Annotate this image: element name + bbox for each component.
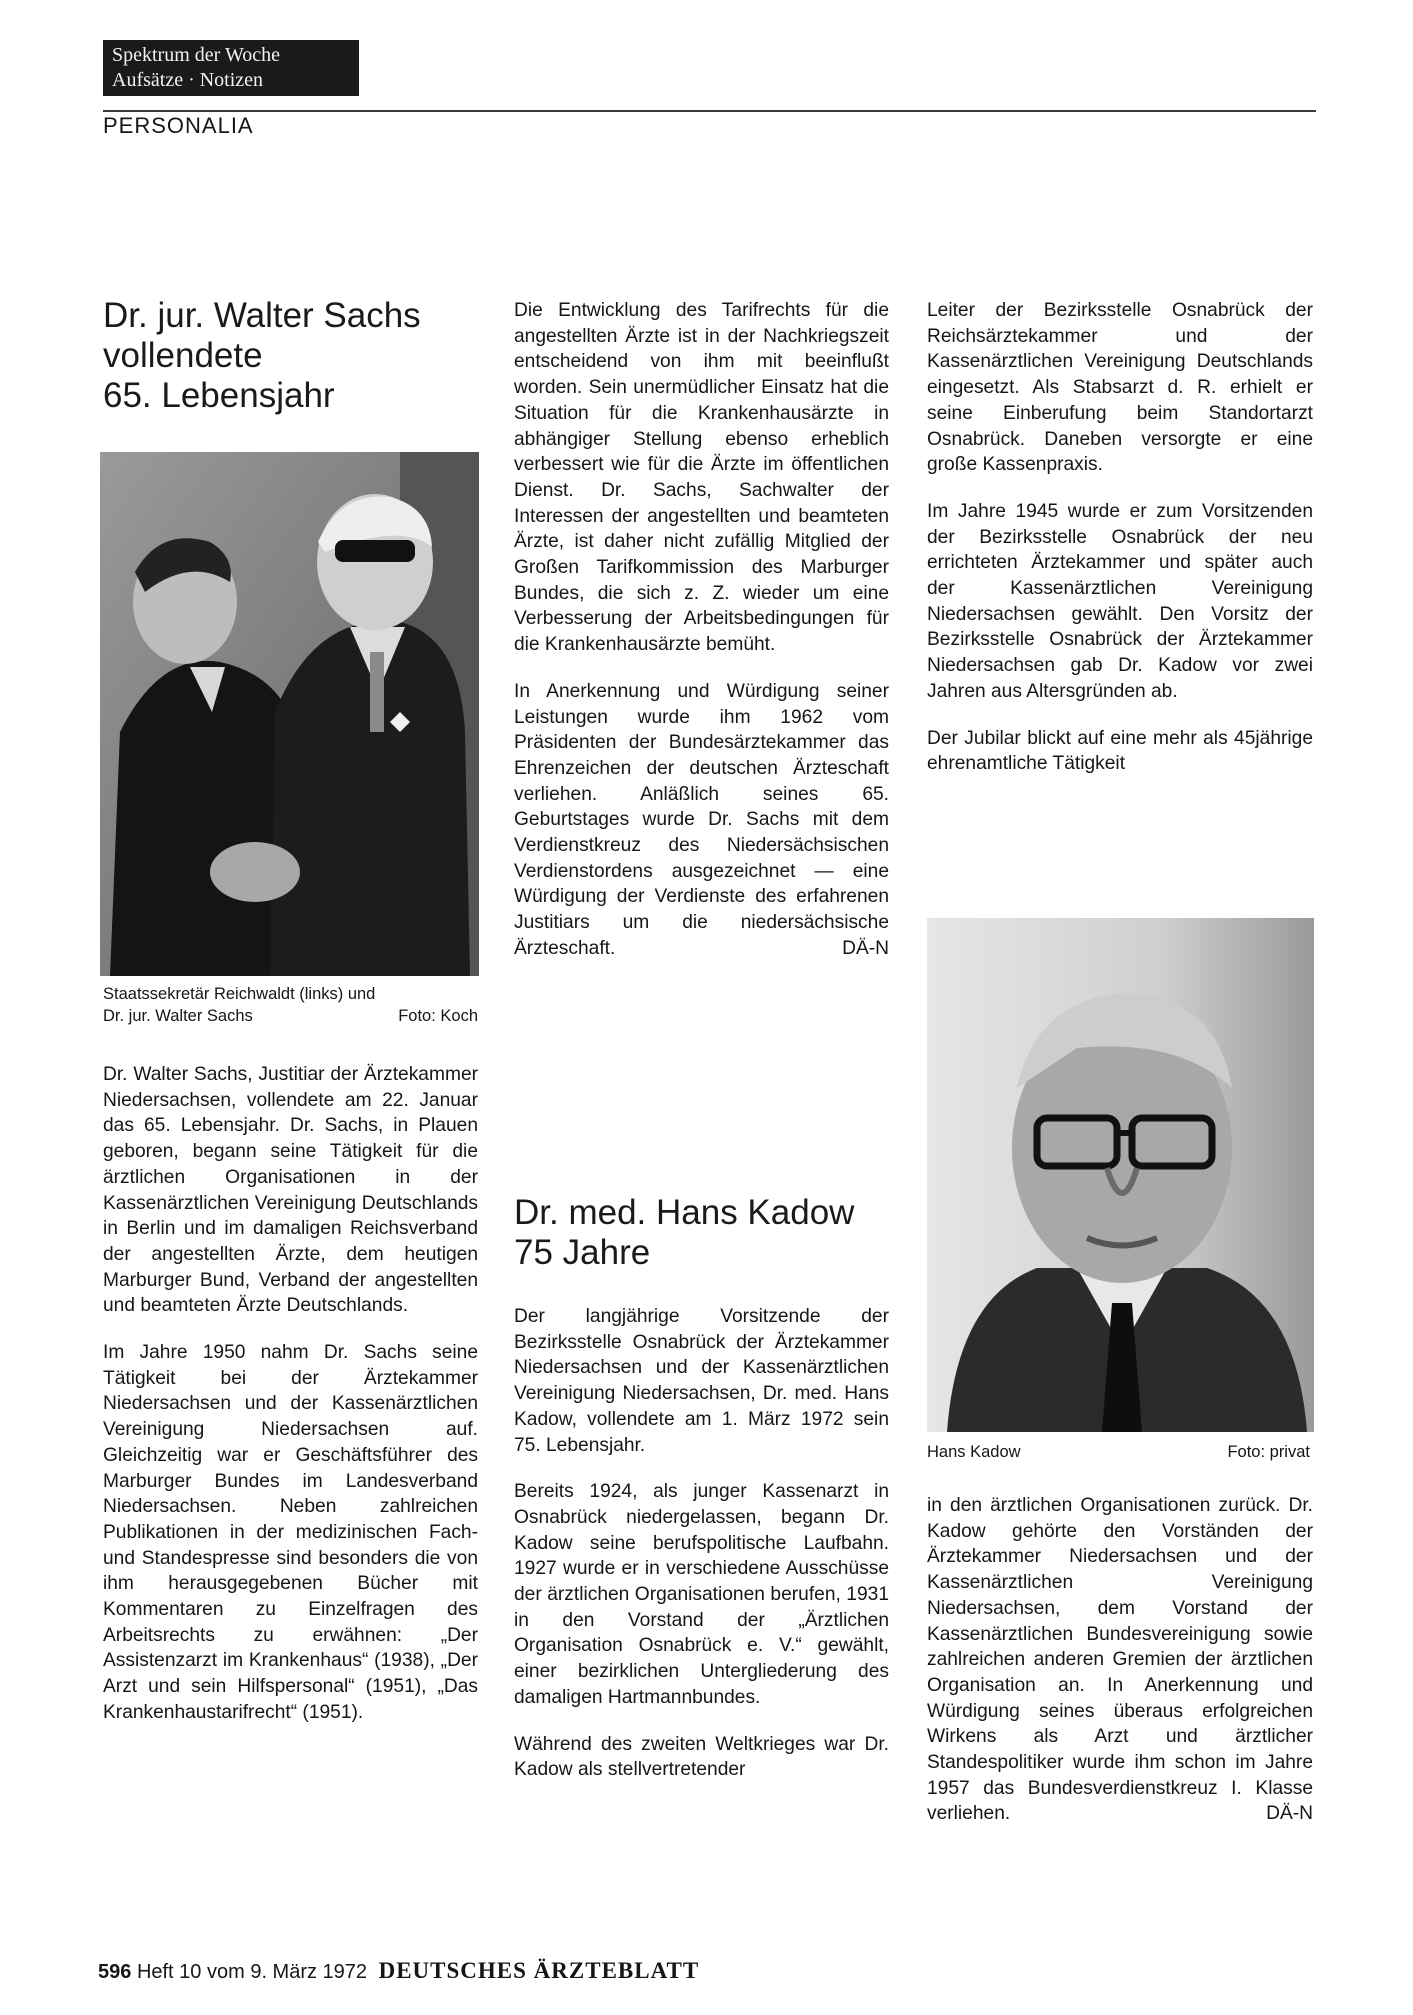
- article1-paragraph: Dr. Walter Sachs, Justitiar der Ärztekammer Niedersachsen, vollendete am 22. Januar das 65. Lebensjahr. Dr. Sachs, in Plauen geboren, begann seine Tätigkeit für die ärztlichen Organisationen in der Kassenärztlichen Vereinigung Deutschlands in Berlin und im damaligen Reichsverband der angestellten Ärzte, dem heutigen Marburger Bund, Verband der angestellten und beamteten Ärzte Deutschlands.: [103, 1064, 478, 1317]
- issue-info: Heft 10 vom 9. März 1972: [136, 1961, 368, 1983]
- article2-headline-line: 75 Jahre: [514, 1233, 651, 1272]
- article2-paragraph: Im Jahre 1945 wurde er zum Vorsitzenden der Bezirksstelle Osnabrück der neu errichteten Ärztekammer und später auch der Kassenärztlichen Vereinigung Niedersachsen gewählt. Den Vorsitz der Bezirksstelle Osnabrück der Ärztekammer Niedersachsen gab Dr. Kadow vor zwei Jahren aus Altersgründen ab.: [927, 500, 1313, 702]
- page-footer: [98, 1958, 699, 1984]
- article1-headline-line: 65. Lebensjahr: [103, 376, 335, 415]
- article1-paragraph: In Anerkennung und Würdigung seiner Leistungen wurde ihm 1962 vom Präsidenten der Bundesärztekammer das Ehrenzeichen der deutschen Ärzteschaft verliehen. Anläßlich seines 65. Geburtstages wurde Dr. Sachs mit dem Verdienstkreuz des Niedersächsischen Verdienstordens ausgezeichnet — eine Würdigung der Verdienste des erfahrenen Justitiars um die niedersächsische Ärzteschaft. DÄ-N: [514, 679, 889, 962]
- badge-line-2: Aufsätze · Notizen: [112, 69, 264, 91]
- article1-paragraph: Die Entwicklung des Tarifrechts für die angestellten Ärzte ist in der Nachkriegszeit entscheidend von ihm mit beeinflußt worden. Sein unermüdlicher Einsatz hat die Situation für die Krankenhausärzte in abhängiger Stellung ebenso erheblich verbessert wie für die Ärzte im öffentlichen Dienst. Dr. Sachs, Sachwalter der Interessen der angestellten und beamteten Ärzte, ist daher nicht zufällig Mitglied der Großen Tarifkommission des Marburger Bundes, die sich z. Z. wieder um eine Verbesserung der Arbeitsbedingungen für die Krankenhausärzte bemüht.: [514, 300, 889, 656]
- column-3-text: [927, 298, 1313, 798]
- photo2-caption: [927, 1441, 1310, 1463]
- article1-headline-line: vollendete: [103, 336, 263, 375]
- article2-signature: DÄ-N: [1266, 1803, 1313, 1825]
- photo-hans-kadow-image: [927, 918, 1314, 1432]
- article2-paragraph: Während des zweiten Weltkrieges war Dr. Kadow als stellvertretender: [514, 1733, 889, 1781]
- column-1-text: [103, 1062, 478, 1747]
- article1-signature: DÄ-N: [842, 937, 889, 959]
- column-2-article2-text: [514, 1304, 889, 1804]
- article2-paragraph: Der Jubilar blickt auf eine mehr als 45jährige ehrenamtliche Tätigkeit: [927, 727, 1313, 775]
- article1-paragraph: Im Jahre 1950 nahm Dr. Sachs seine Tätigkeit bei der Ärztekammer Niedersachsen und der Kassenärztlichen Vereinigung Niedersachsen auf. Gleichzeitig war er Geschäftsführer des Marburger Bundes im Landesverband Niedersachsen. Neben zahlreichen Publikationen in der medizinischen Fach- und Standespresse sind besonders die von ihm herausgegebenen Bücher mit Kommentaren zu Einzelfragen des Arbeitsrechts zu erwähnen: „Der Assistenzarzt im Krankenhaus“ (1938), „Der Arzt und sein Hilfspersonal“ (1951), „Das Krankenhaustarifrecht“ (1951).: [103, 1342, 478, 1723]
- photo2-caption-name: Hans Kadow: [927, 1443, 1021, 1461]
- article2-paragraph: Bereits 1924, als junger Kassenarzt in Osnabrück niedergelassen, begann Dr. Kadow seine berufspolitische Laufbahn. 1927 wurde er in verschiedene Ausschüsse der ärztlichen Organisationen berufen, 1931 in den Vorstand der „Ärztlichen Organisation Osnabrück e. V.“ gewählt, einer bezirklichen Untergliederung des damaligen Hartmannbundes.: [514, 1481, 889, 1708]
- column-3-lower-text: [927, 1493, 1313, 1848]
- section-badge: [103, 40, 359, 96]
- photo1-credit: Foto: Koch: [398, 1007, 478, 1025]
- section-label: PERSONALIA: [103, 113, 254, 138]
- article2-paragraph: Der langjährige Vorsitzende der Bezirksstelle Osnabrück der Ärztekammer Niedersachsen und der Kassenärztlichen Vereinigung Niedersachsen, Dr. med. Hans Kadow, vollendete am 1. März 1972 sein 75. Lebensjahr.: [514, 1306, 889, 1456]
- article1-headline-line: Dr. jur. Walter Sachs: [103, 296, 421, 335]
- article2-headline: [514, 1193, 894, 1273]
- photo1-caption-name: Dr. jur. Walter Sachs: [103, 1007, 253, 1025]
- photo1-caption-line1: Staatssekretär Reichwaldt (links) und: [103, 985, 376, 1003]
- photo2-credit: Foto: privat: [1227, 1443, 1310, 1461]
- article2-paragraph: Leiter der Bezirksstelle Osnabrück der Reichsärztekammer und der Kassenärztlichen Vereinigung Deutschlands eingesetzt. Als Stabsarzt d. R. erhielt er seine Einberufung beim Standortarzt Osnabrück. Daneben versorgte er eine große Kassenpraxis.: [927, 300, 1313, 476]
- photo-reichwaldt-sachs-image: [100, 452, 479, 976]
- photo-reichwaldt-sachs: [100, 452, 479, 976]
- magazine-name: DEUTSCHES ÄRZTEBLATT: [378, 1958, 700, 1983]
- column-2-text: [514, 298, 889, 983]
- badge-line-1: Spektrum der Woche: [112, 44, 280, 66]
- header-rule: [103, 110, 1316, 112]
- article1-headline: [103, 296, 463, 416]
- photo1-caption: [103, 983, 478, 1027]
- article2-headline-line: Dr. med. Hans Kadow: [514, 1193, 855, 1232]
- page-number: 596: [98, 1961, 132, 1983]
- photo-hans-kadow: [927, 918, 1314, 1432]
- article2-paragraph: in den ärztlichen Organisationen zurück. Dr. Kadow gehörte den Vorständen der Ärztekammer Niedersachsen und der Kassenärztlichen Vereinigung Niedersachsen, dem Vorstand der Kassenärztlichen Bundesvereinigung sowie zahlreichen anderen Gremien der ärztlichen Organisation an. In Anerkennung und Würdigung seines überaus erfolgreichen Wirkens als Arzt und ärztlicher Standespolitiker wurde ihm schon im Jahre 1957 das Bundesverdienstkreuz I. Klasse verliehen. DÄ-N: [927, 1493, 1313, 1827]
